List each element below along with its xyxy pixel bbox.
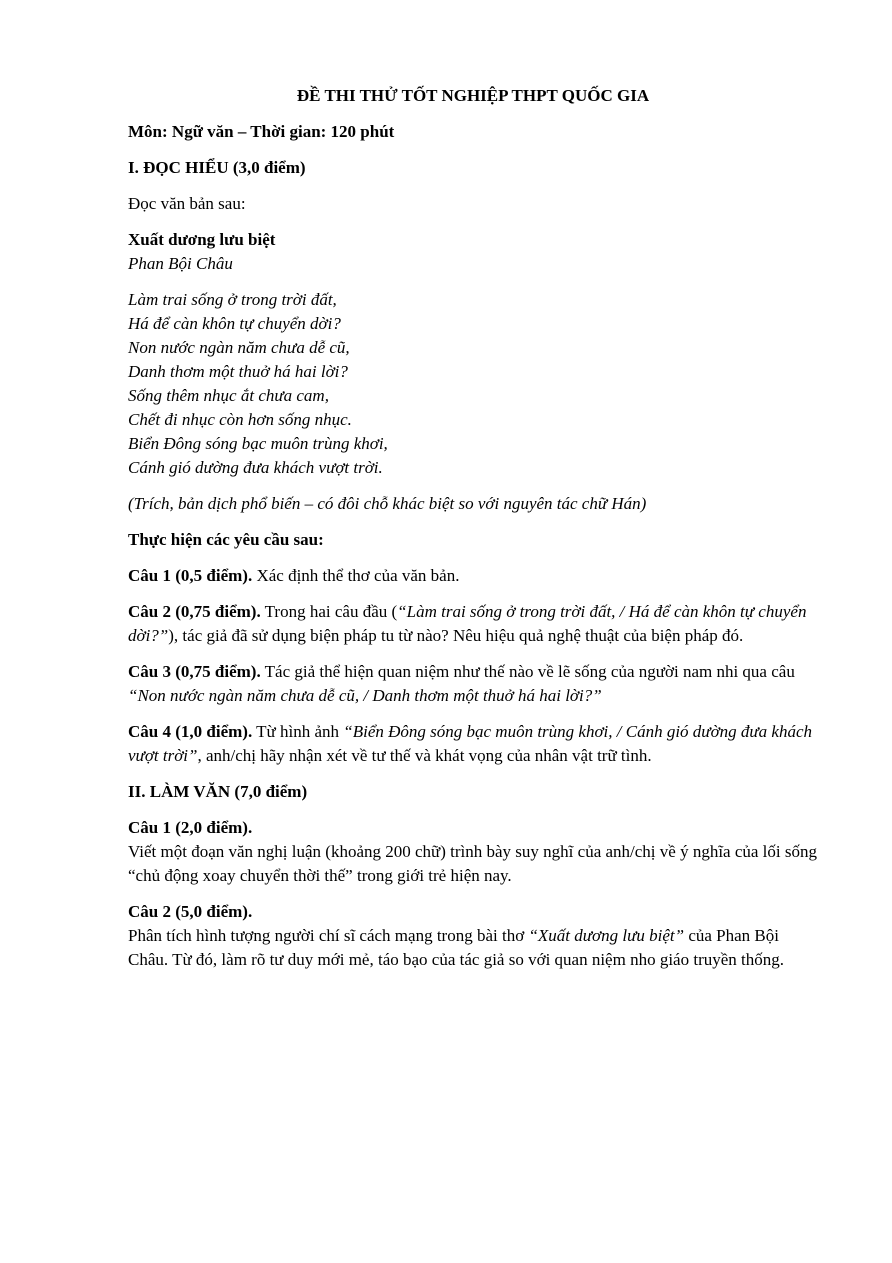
question-label: Câu 1 (2,0 điểm).: [128, 818, 253, 837]
question-text: Xác định thể thơ của văn bản.: [252, 566, 460, 585]
subject-line: Môn: Ngữ văn – Thời gian: 120 phút: [128, 122, 395, 141]
question-text: Trong hai câu đầu (: [260, 602, 398, 621]
poem-body: [128, 288, 818, 480]
question-text: Viết một đoạn văn nghị luận (khoảng 200 chữ) trình bày suy nghĩ của anh/chị về ý nghĩa của lối sống “chủ động xoay chuyển thời thế” trong giới trẻ hiện nay.: [128, 842, 817, 885]
poem-line: Chết đi nhục còn hơn sống nhục.: [128, 410, 352, 429]
poem-line: Non nước ngàn năm chưa dễ cũ,: [128, 338, 350, 357]
question-text: Phân tích hình tượng người chí sĩ cách mạng trong bài thơ: [128, 926, 529, 945]
part2-heading: II. LÀM VĂN (7,0 điểm): [128, 782, 308, 801]
poem-title: Xuất dương lưu biệt: [128, 230, 276, 249]
question-text-after: của Phan Bội Châu. Từ đó, làm rõ tư duy mới mẻ, táo bạo của tác giả so với quan niệm nho giáo truyền thống.: [128, 926, 784, 969]
poem-line: Há để càn khôn tự chuyển dời?: [128, 314, 341, 333]
instructions-heading: Thực hiện các yêu cầu sau:: [128, 530, 324, 549]
writing-question-1: [128, 816, 818, 888]
question-quote: “Làm trai sống ở trong trời đất, / Há để càn khôn tự chuyển dời?”: [128, 602, 807, 645]
poem-author: Phan Bội Châu: [128, 254, 233, 273]
reading-question-1: [128, 564, 818, 588]
question-label: Câu 2 (5,0 điểm).: [128, 902, 253, 921]
question-text: Từ hình ảnh: [252, 722, 344, 741]
poem-line: Làm trai sống ở trong trời đất,: [128, 290, 337, 309]
reading-question-2: [128, 600, 818, 648]
poem-line: Cánh gió dường đưa khách vượt trời.: [128, 458, 383, 477]
exam-page: [128, 84, 818, 984]
question-quote: “Non nước ngàn năm chưa dễ cũ, / Danh thơm một thuở há hai lời?”: [128, 686, 602, 705]
question-text-after: , anh/chị hãy nhận xét về tư thế và khát vọng của nhân vật trữ tình.: [197, 746, 652, 765]
poem-line: Danh thơm một thuở há hai lời?: [128, 362, 348, 381]
reading-question-3: [128, 660, 818, 708]
question-text-after: ), tác giả đã sử dụng biện pháp tu từ nào? Nêu hiệu quả nghệ thuật của biện pháp đó.: [168, 626, 744, 645]
exam-title: ĐỀ THI THỬ TỐT NGHIỆP THPT QUỐC GIA: [296, 86, 650, 105]
part1-heading: I. ĐỌC HIỂU (3,0 điểm): [128, 158, 306, 177]
poem-line: Biển Đông sóng bạc muôn trùng khơi,: [128, 434, 388, 453]
question-quote: “Xuất dương lưu biệt”: [528, 926, 685, 945]
question-label: Câu 2 (0,75 điểm).: [128, 602, 261, 621]
question-text: Tác giả thể hiện quan niệm như thế nào về lẽ sống của người nam nhi qua câu: [260, 662, 795, 681]
reading-intro: Đọc văn bản sau:: [128, 194, 246, 213]
question-label: Câu 1 (0,5 điểm).: [128, 566, 253, 585]
question-label: Câu 3 (0,75 điểm).: [128, 662, 261, 681]
poem-line: Sống thêm nhục ắt chưa cam,: [128, 386, 329, 405]
reading-question-4: [128, 720, 818, 768]
question-quote: “Biển Đông sóng bạc muôn trùng khơi, / Cánh gió dường đưa khách vượt trời”: [128, 722, 813, 765]
writing-question-2: [128, 900, 818, 972]
poem-source-note: (Trích, bản dịch phổ biến – có đôi chỗ khác biệt so với nguyên tác chữ Hán): [128, 494, 647, 513]
question-label: Câu 4 (1,0 điểm).: [128, 722, 253, 741]
